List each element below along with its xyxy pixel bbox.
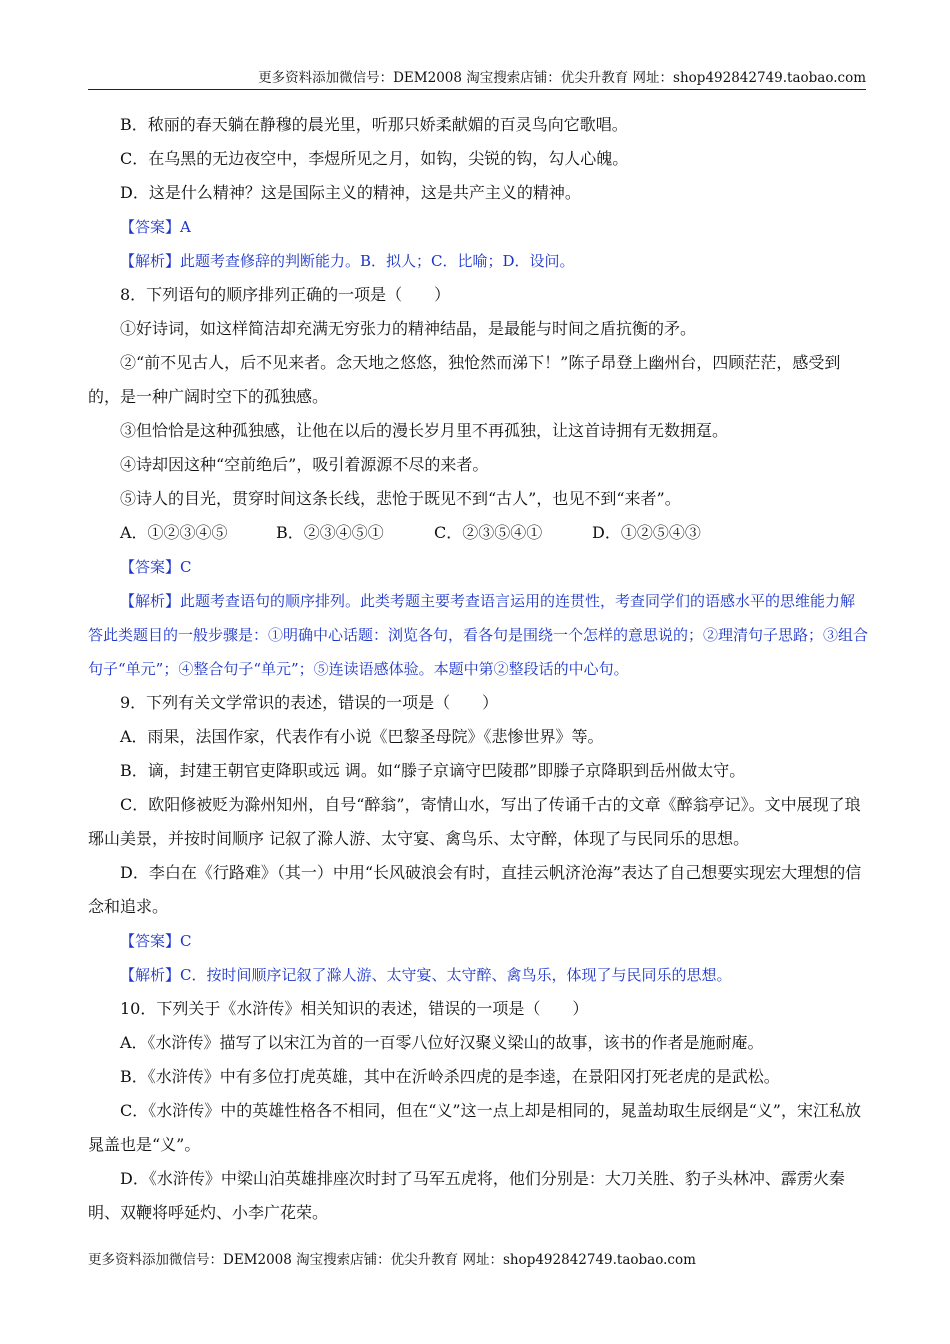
q8-stem: 8．下列语句的顺序排列正确的一项是（ ） (120, 285, 451, 304)
q10-option-d: D．《水浒传》中梁山泊英雄排座次时封了马军五虎将，他们分别是：大刀关胜、豹子头林冲、霹雳火秦明、双鞭将呼延灼、小李广花荣。 (88, 1169, 845, 1222)
q9-answer: 【答案】C (120, 932, 192, 950)
q8-sentence-1: ①好诗词，如这样简洁却充满无穷张力的精神结晶，是最能与时间之盾抗衡的矛。 (120, 319, 697, 338)
q8-analysis: 【解析】此题考查语句的顺序排列。此类考题主要考查语言运用的连贯性，考查同学们的语感水平的思维能力解答此类题目的一般步骤是：①明确中心话题：浏览各句，看各句是围绕一个怎样的意思说的；②理清句子思路；③组合句子“单元”；④整合句子“单元”；⑤连读语感体验。本题中第②整段话的中心句。 (88, 592, 869, 678)
page-footer: 更多资料添加微信号：DEM2008 淘宝搜索店铺：优尖升教育 网址：shop492842749.taobao.com (88, 1252, 696, 1268)
q9-stem: 9．下列有关文学常识的表述，错误的一项是（ ） (120, 693, 499, 712)
q7-option-c: C．在乌黑的无边夜空中，李煜所见之月，如钩，尖锐的钩，勾人心魄。 (120, 149, 629, 168)
q8-option-d: D．①②⑤④③ (592, 523, 701, 542)
q10-option-c: C．《水浒传》中的英雄性格各不相同，但在“义”这一点上却是相同的，晁盖劫取生辰纲是“义”，宋江私放晁盖也是“义”。 (88, 1101, 861, 1154)
q8-option-b: B．②③④⑤① (276, 523, 384, 542)
q8-options (88, 516, 868, 550)
q9-option-a: A．雨果，法国作家，代表作有小说《巴黎圣母院》《悲惨世界》等。 (120, 727, 604, 746)
q7-option-b: B．秾丽的春天躺在静穆的晨光里，听那只娇柔献媚的百灵鸟向它歌唱。 (120, 115, 628, 134)
q8-sentence-3: ③但恰恰是这种孤独感，让他在以后的漫长岁月里不再孤独，让这首诗拥有无数拥趸。 (120, 421, 729, 440)
q8-option-c: C．②③⑤④① (434, 523, 543, 542)
q9-option-d: D．李白在《行路难》（其一）中用“长风破浪会有时，直挂云帆济沧海”表达了自己想要实现宏大理想的信念和追求。 (88, 863, 862, 916)
q9-analysis: 【解析】C．按时间顺序记叙了滁人游、太守宴、太守醉、禽鸟乐，体现了与民同乐的思想。 (120, 966, 732, 984)
q7-option-d: D．这是什么精神？这是国际主义的精神，这是共产主义的精神。 (120, 183, 581, 202)
q7-answer: 【答案】A (120, 218, 191, 236)
q9-option-c: C．欧阳修被贬为滁州知州，自号“醉翁”，寄情山水，写出了传诵千古的文章《醉翁亭记》。文中展现了琅琊山美景，并按时间顺序 记叙了滁人游、太守宴、禽鸟乐、太守醉，体现了与民同乐的思想。 (88, 795, 861, 848)
document-body (88, 108, 868, 1230)
page-header: 更多资料添加微信号：DEM2008 淘宝搜索店铺：优尖升教育 网址：shop492842749.taobao.com (258, 70, 866, 86)
header-divider (88, 89, 866, 90)
q8-option-a: A．①②③④⑤ (120, 523, 228, 542)
q10-stem: 10．下列关于《水浒传》相关知识的表述，错误的一项是（ ） (120, 999, 589, 1018)
q8-sentence-4: ④诗却因这种“空前绝后”，吸引着源源不尽的来者。 (120, 455, 489, 474)
q8-answer: 【答案】C (120, 558, 192, 576)
q7-analysis: 【解析】此题考查修辞的判断能力。B．拟人；C．比喻；D．设问。 (120, 252, 575, 270)
q8-sentence-2: ②“前不见古人，后不见来者。念天地之悠悠，独怆然而涕下！”陈子昂登上幽州台，四顾茫茫，感受到的，是一种广阔时空下的孤独感。 (88, 353, 841, 406)
q10-option-b: B．《水浒传》中有多位打虎英雄，其中在沂岭杀四虎的是李逵，在景阳冈打死老虎的是武松。 (120, 1067, 780, 1086)
q10-option-a: A．《水浒传》描写了以宋江为首的一百零八位好汉聚义梁山的故事，该书的作者是施耐庵。 (120, 1033, 764, 1052)
q9-option-b: B．谪，封建王朝官吏降职或远 调。如“滕子京谪守巴陵郡”即滕子京降职到岳州做太守。 (120, 761, 746, 780)
q8-sentence-5: ⑤诗人的目光，贯穿时间这条长线，悲怆于既见不到“古人”，也见不到“来者”。 (120, 489, 681, 508)
